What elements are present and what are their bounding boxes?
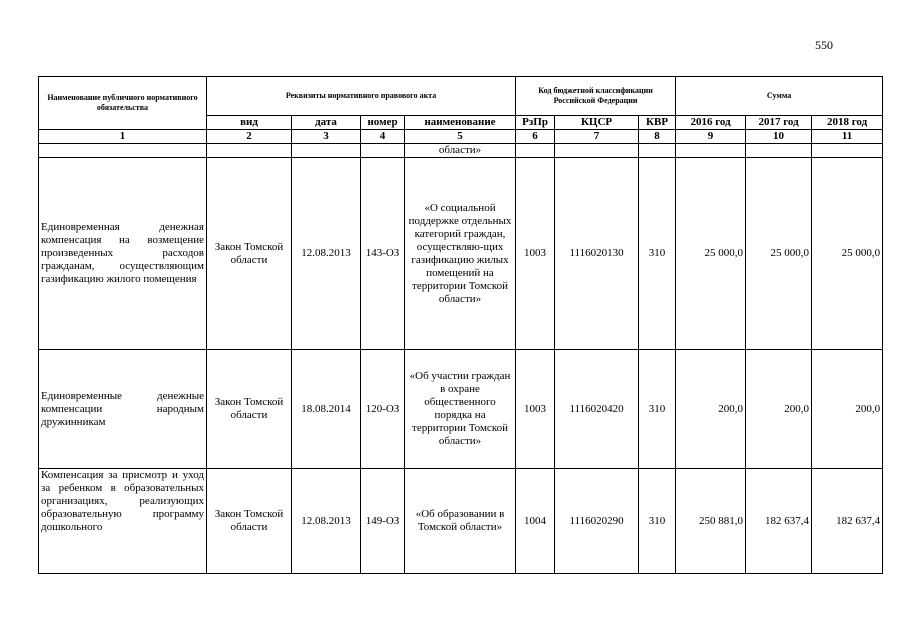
header-2018: 2018 год (812, 116, 883, 130)
act-number-cell: 120-ОЗ (361, 350, 405, 469)
act-type-cell: Закон Томской области (207, 350, 292, 469)
act-date-cell: 18.08.2014 (292, 350, 361, 469)
act-date-cell: 12.08.2013 (292, 158, 361, 350)
sum-2017-cell: 25 000,0 (746, 158, 812, 350)
act-type-cell: Закон Томской области (207, 469, 292, 574)
rzpr-cell: 1003 (516, 350, 555, 469)
column-number: 6 (516, 130, 555, 144)
kcsr-cell: 1116020420 (555, 350, 639, 469)
column-number: 1 (39, 130, 207, 144)
act-number-cell: 149-ОЗ (361, 469, 405, 574)
header-2017: 2017 год (746, 116, 812, 130)
obligation-cell: Компенсация за присмотр и уход за ребенком в образовательных организациях, реализующих образовательную программу дошкольного (39, 469, 207, 574)
sum-2018-cell: 182 637,4 (812, 469, 883, 574)
kvr-cell: 310 (639, 350, 676, 469)
act-name-cell: «О социальной поддержке отдельных категорий граждан, осуществляю-щих газификацию жилых помещений на территории Томской области» (405, 158, 516, 350)
column-number: 8 (639, 130, 676, 144)
table-row (39, 158, 883, 350)
sum-2016-cell: 250 881,0 (676, 469, 746, 574)
header-2016: 2016 год (676, 116, 746, 130)
act-date-cell: 12.08.2013 (292, 469, 361, 574)
column-number: 7 (555, 130, 639, 144)
obligation-cell: Единовременные денежные компенсации народным дружинникам (39, 350, 207, 469)
continuation-text: области» (405, 144, 516, 158)
table-row (39, 350, 883, 469)
act-name-cell: «Об образовании в Томской области» (405, 469, 516, 574)
sum-2016-cell: 25 000,0 (676, 158, 746, 350)
column-number: 4 (361, 130, 405, 144)
obligations-table (38, 76, 883, 574)
header-sum: Сумма (676, 77, 883, 116)
column-number-row (39, 130, 883, 144)
column-number: 10 (746, 130, 812, 144)
header-rzpr: РзПр (516, 116, 555, 130)
act-number-cell: 143-ОЗ (361, 158, 405, 350)
header-number: номер (361, 116, 405, 130)
sum-2016-cell: 200,0 (676, 350, 746, 469)
page-number: 550 (815, 38, 833, 52)
header-budget-code: Код бюджетной классификации Российской Федерации (516, 77, 676, 116)
column-number: 5 (405, 130, 516, 144)
column-number: 11 (812, 130, 883, 144)
sum-2018-cell: 25 000,0 (812, 158, 883, 350)
act-type-cell: Закон Томской области (207, 158, 292, 350)
header-kvr: КВР (639, 116, 676, 130)
table-row (39, 469, 883, 574)
header-obligation: Наименование публичного нормативного обязательства (39, 77, 207, 130)
header-act-details: Реквизиты нормативного правового акта (207, 77, 516, 116)
kvr-cell: 310 (639, 158, 676, 350)
column-number: 9 (676, 130, 746, 144)
kcsr-cell: 1116020290 (555, 469, 639, 574)
header-row-1 (39, 77, 883, 116)
kvr-cell: 310 (639, 469, 676, 574)
act-name-cell: «Об участии граждан в охране общественного порядка на территории Томской области» (405, 350, 516, 469)
sum-2018-cell: 200,0 (812, 350, 883, 469)
rzpr-cell: 1004 (516, 469, 555, 574)
header-kcsr: КЦСР (555, 116, 639, 130)
header-date: дата (292, 116, 361, 130)
sum-2017-cell: 182 637,4 (746, 469, 812, 574)
column-number: 3 (292, 130, 361, 144)
rzpr-cell: 1003 (516, 158, 555, 350)
header-vid: вид (207, 116, 292, 130)
sum-2017-cell: 200,0 (746, 350, 812, 469)
column-number: 2 (207, 130, 292, 144)
kcsr-cell: 1116020130 (555, 158, 639, 350)
header-name: наименование (405, 116, 516, 130)
continuation-row (39, 144, 883, 158)
obligation-cell: Единовременная денежная компенсация на возмещение произведенных расходов гражданам, осуществляющим газификацию жилого помещения (39, 158, 207, 350)
